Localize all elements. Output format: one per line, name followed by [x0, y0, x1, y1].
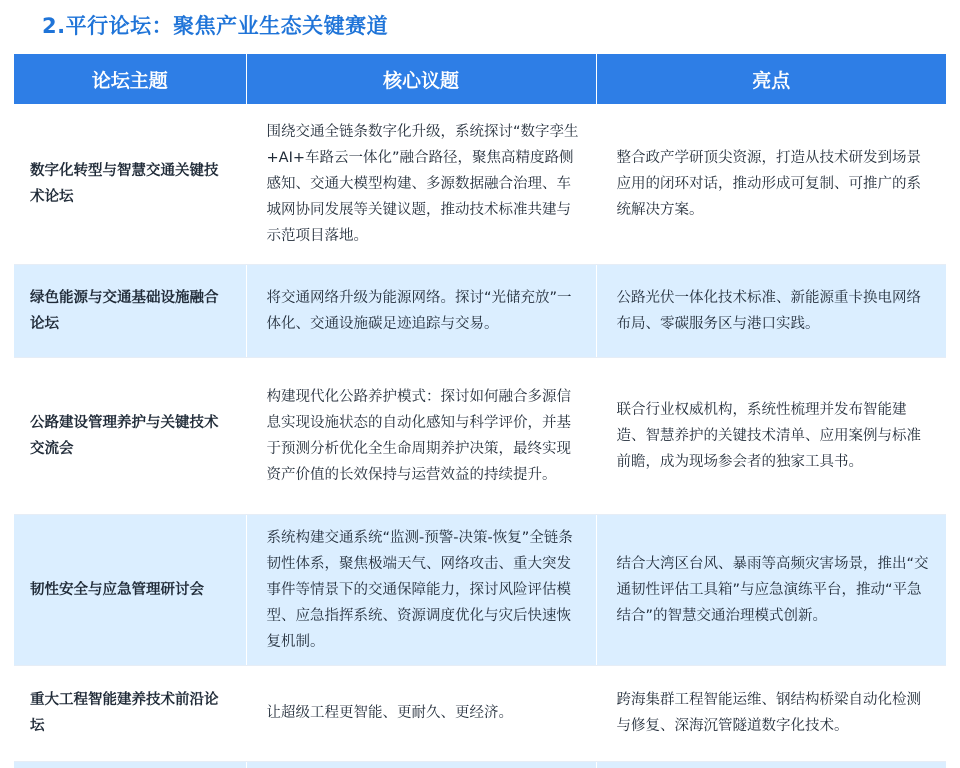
forum-highlight: 结合大湾区台风、暴雨等高频灾害场景，推出“交通韧性评估工具箱”与应急演练平台，推动“平急结合”的智慧交通治理模式创新。: [596, 514, 946, 665]
table-header-row: [14, 54, 946, 104]
table-cell-empty: [246, 761, 596, 768]
forum-topic: 重大工程智能建养技术前沿论坛: [14, 665, 246, 761]
forum-agenda: 构建现代化公路养护模式：探讨如何融合多源信息实现设施状态的自动化感知与科学评价，并基于预测分析优化全生命周期养护决策，最终实现资产价值的长效保持与运营效益的持续提升。: [246, 357, 596, 514]
table-row: [14, 264, 946, 357]
table-row-partial: [14, 761, 946, 768]
table-row: [14, 357, 946, 514]
forum-table: [14, 54, 946, 768]
header-highlight: 亮点: [596, 54, 946, 104]
header-agenda: 核心议题: [246, 54, 596, 104]
table-cell-empty: [14, 761, 246, 768]
table-row: [14, 514, 946, 665]
forum-topic: 韧性安全与应急管理研讨会: [14, 514, 246, 665]
forum-topic: 公路建设管理养护与关键技术交流会: [14, 357, 246, 514]
section-title: 2.平行论坛：聚焦产业生态关键赛道: [42, 14, 389, 38]
header-topic: 论坛主题: [14, 54, 246, 104]
forum-agenda: 让超级工程更智能、更耐久、更经济。: [246, 665, 596, 761]
table-row: [14, 665, 946, 761]
table-cell-empty: [596, 761, 946, 768]
forum-highlight: 整合政产学研顶尖资源，打造从技术研发到场景应用的闭环对话，推动形成可复制、可推广的系统解决方案。: [596, 104, 946, 264]
table-row: [14, 104, 946, 264]
forum-agenda: 围绕交通全链条数字化升级，系统探讨“数字孪生+AI+车路云一体化”融合路径，聚焦高精度路侧感知、交通大模型构建、多源数据融合治理、车城网协同发展等关键议题，推动技术标准共建与示范项目落地。: [246, 104, 596, 264]
forum-highlight: 跨海集群工程智能运维、钢结构桥梁自动化检测与修复、深海沉管隧道数字化技术。: [596, 665, 946, 761]
forum-highlight: 公路光伏一体化技术标准、新能源重卡换电网络布局、零碳服务区与港口实践。: [596, 264, 946, 357]
forum-highlight: 联合行业权威机构，系统性梳理并发布智能建造、智慧养护的关键技术清单、应用案例与标准前瞻，成为现场参会者的独家工具书。: [596, 357, 946, 514]
forum-topic: 绿色能源与交通基础设施融合论坛: [14, 264, 246, 357]
forum-agenda: 将交通网络升级为能源网络。探讨“光储充放”一体化、交通设施碳足迹追踪与交易。: [246, 264, 596, 357]
forum-topic: 数字化转型与智慧交通关键技术论坛: [14, 104, 246, 264]
forum-agenda: 系统构建交通系统“监测-预警-决策-恢复”全链条韧性体系，聚焦极端天气、网络攻击、重大突发事件等情景下的交通保障能力，探讨风险评估模型、应急指挥系统、资源调度优化与灾后快速恢复机制。: [246, 514, 596, 665]
